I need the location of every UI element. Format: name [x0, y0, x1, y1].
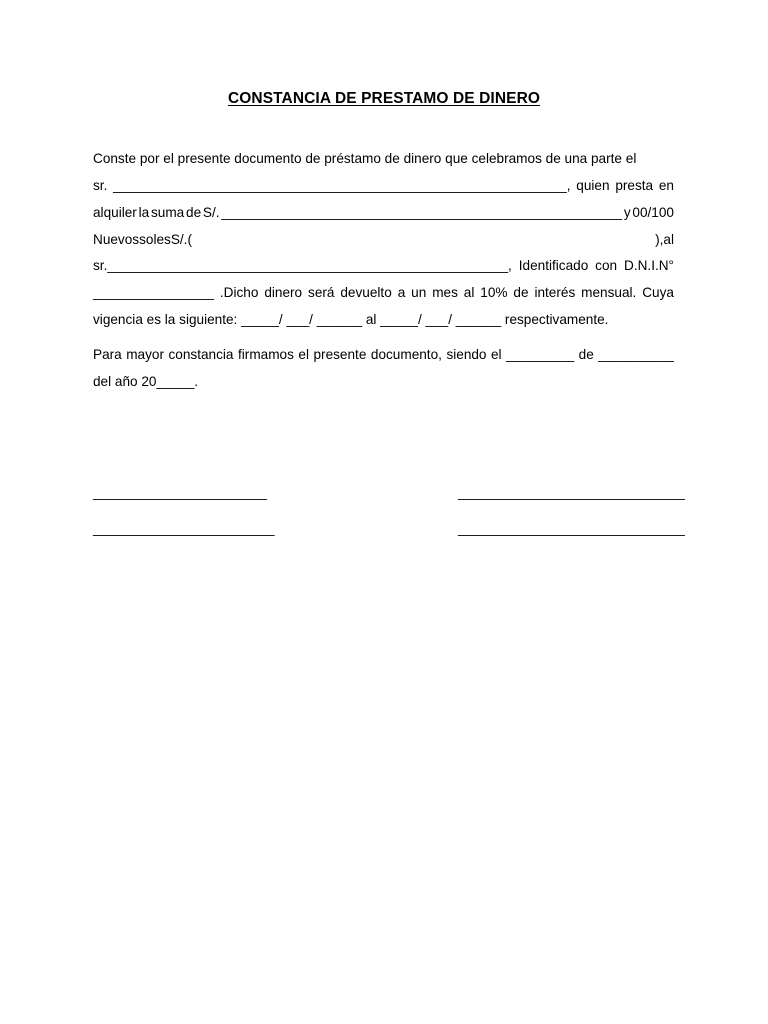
- word: alquiler: [93, 205, 137, 220]
- word: 00/100: [632, 205, 674, 220]
- word: al: [663, 232, 674, 247]
- paragraph1-line4: [93, 231, 674, 249]
- paragraph1-line2: [93, 177, 674, 195]
- paragraph2-line1: [93, 346, 674, 364]
- paragraph1-line3: [93, 204, 674, 222]
- borrower-name-blank: sr._____________________________________________________,: [93, 258, 512, 273]
- document-title: CONSTANCIA DE PRESTAMO DE DINERO: [227, 90, 541, 107]
- word: de: [513, 285, 529, 300]
- word: a: [397, 285, 406, 300]
- word: mensual.: [581, 285, 637, 300]
- lender-name-blank: ____________________________________________________________,: [113, 178, 571, 193]
- paragraph1-line5: [93, 257, 674, 275]
- word: y: [623, 205, 631, 220]
- word: Nuevos: [93, 232, 140, 247]
- word: Identificado: [518, 258, 589, 273]
- word: D.N.I.N°: [624, 258, 674, 273]
- word: el: [491, 347, 502, 362]
- signature-line-right-1: ______________________________: [458, 485, 685, 500]
- word: mayor: [126, 347, 164, 362]
- word: al: [463, 285, 475, 300]
- dni-blank: ________________: [93, 285, 214, 300]
- word: mes: [432, 285, 458, 300]
- open-paren: (: [187, 232, 192, 247]
- word: un: [411, 285, 427, 300]
- paragraph1-line7: vigencia es la siguiente: _____/ ___/ ______ al _____/ ___/ ______ respectivamente.: [93, 312, 609, 327]
- word: .Dicho: [219, 285, 259, 300]
- word: documento,: [370, 347, 442, 362]
- word: Cuya: [642, 285, 674, 300]
- word: el: [298, 347, 309, 362]
- word: S/.: [170, 232, 188, 247]
- word: dinero: [264, 285, 303, 300]
- word: la: [138, 205, 150, 220]
- word: presta: [615, 178, 654, 193]
- word: interés: [534, 285, 576, 300]
- word: será: [308, 285, 335, 300]
- signature-line-left-2: ________________________: [93, 521, 275, 536]
- paragraph2-line2: del año 20_____.: [93, 374, 199, 389]
- signature-line-left-1: _______________________: [93, 485, 267, 500]
- word: sr.: [93, 178, 108, 193]
- word: quien: [576, 178, 610, 193]
- day-blank: _________: [506, 347, 575, 362]
- word: firmamos: [238, 347, 294, 362]
- word: de: [186, 205, 202, 220]
- word: en: [658, 178, 674, 193]
- word: constancia: [168, 347, 234, 362]
- close-paren: ),: [655, 232, 664, 247]
- word: siendo: [446, 347, 487, 362]
- signature-line-right-2: ______________________________: [458, 521, 685, 536]
- word: S/.: [202, 205, 220, 220]
- word: Para: [93, 347, 122, 362]
- amount-blank: _____________________________________________________: [221, 205, 623, 220]
- paragraph1-line6: [93, 284, 674, 302]
- month-blank: __________: [598, 347, 674, 362]
- word: presente: [313, 347, 367, 362]
- word: 10%: [480, 285, 508, 300]
- paragraph1-line1: Conste por el presente documento de préstamo de dinero que celebramos de una parte el: [93, 151, 637, 166]
- word: de: [578, 347, 594, 362]
- word: devuelto: [340, 285, 392, 300]
- word: con: [595, 258, 618, 273]
- word: suma: [150, 205, 185, 220]
- word: soles: [139, 232, 171, 247]
